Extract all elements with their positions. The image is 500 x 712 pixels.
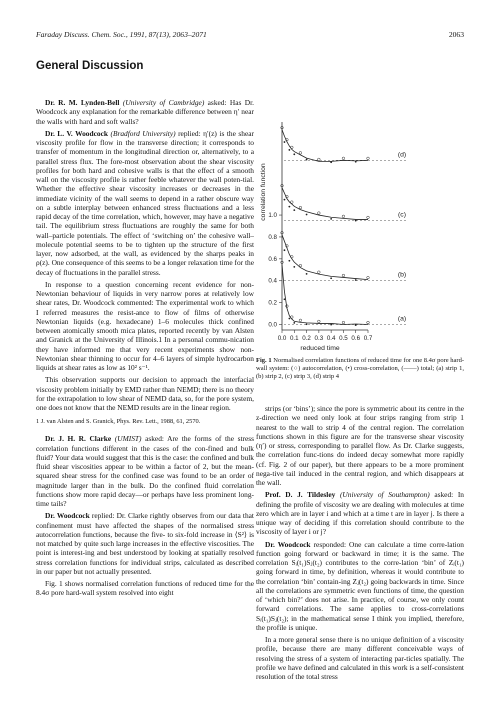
panel-label: (b): [397, 271, 407, 279]
paragraph: [256, 540, 464, 633]
x-tick-label: 0.7: [363, 335, 373, 342]
x-tick-label: 0.1: [289, 335, 299, 342]
autocorrelation-point: [367, 216, 370, 219]
figure-caption: [256, 357, 464, 382]
paragraph: [256, 404, 464, 487]
crosscorrelation-point: [355, 161, 357, 163]
paragraph: [36, 579, 254, 598]
crosscorrelation-point: [288, 318, 290, 320]
section-title: General Discussion: [36, 60, 144, 72]
crosscorrelation-point: [355, 279, 357, 281]
panel-label: (c): [398, 211, 406, 219]
autocorrelation-point: [342, 215, 345, 218]
x-tick-label: 0.4: [326, 335, 336, 342]
speaker-name: Dr. R. M. Lynden-Bell: [45, 98, 120, 107]
crosscorrelation-point: [355, 324, 357, 326]
autocorrelation-point: [291, 316, 294, 319]
crosscorrelation-point: [288, 149, 290, 151]
autocorrelation-point: [342, 157, 345, 160]
paragraph-text: asked: In defining the profile of viscosity we are dealing with molecules at time zero which are in layer i and which at a time t are in layer j. Is there a unique way of deciding if this correlation should contribute to the viscosity of layer i or j?: [256, 490, 464, 537]
crosscorrelation-point: [355, 220, 357, 222]
speaker-name: Dr. J. H. R. Clarke: [45, 434, 112, 444]
crosscorrelation-point: [330, 161, 332, 163]
speaker-affiliation: (University of Southampton): [339, 490, 430, 500]
paragraph-text: asked: Has Dr. Woodcock any explanation for the remarkable difference between η′ near the walls with hard and soft walls?: [36, 98, 254, 126]
autocorrelation-point: [367, 276, 370, 279]
series-line: [282, 235, 368, 280]
paragraph: [36, 375, 254, 412]
paragraph-text: strips (or ‘bins’); since the pore is symmetric about its centre in the z-direction we need only look at four strips ranging from strip 1 nearest to the wall to strip 4 of the central region. The correlation functions shown in this figure are for the transverse shear viscosity (η′) or stress, corresponding to parallel flow. As Dr. Clarke suggests, the correlation func-tions do indeed decay somewhat more rapidly (cf. Fig. 2 of our paper), but there appears to be a more prominent nega-tive tail induced in the central region, and which disappears at the wall.: [256, 404, 464, 487]
paragraph-text: Fig. 1 shows normalised correlation functions of reduced time for the 8.4σ pore hard-wall system resolved into eight: [36, 579, 254, 598]
paragraph: [256, 490, 464, 536]
panel-label: (a): [397, 315, 407, 323]
y-axis-label: correlation function: [260, 163, 267, 221]
paragraph-text: asked: Are the forms of the stress correlation functions different in the cases of the con-fined and bulk fluid? Your data would suggest that this is the case: the confined and bulk fluid shear viscosities appear to be within a factor of 2, but the mean-squared shear stress for the confined case was found to be an order of magnitude larger than in the bulk. Do the confined fluid correlation functions show more rapid decay—or perhaps have less prominent long-time tails?: [36, 434, 254, 508]
crosscorrelation-point: [284, 141, 286, 143]
autocorrelation-point: [299, 319, 302, 322]
reference: [36, 418, 254, 426]
series-line: [282, 264, 368, 324]
crosscorrelation-point: [288, 206, 290, 208]
autocorrelation-point: [299, 152, 302, 155]
speaker-affiliation: (Bradford University): [110, 128, 176, 138]
autocorrelation-point: [367, 321, 370, 324]
left-column: [36, 98, 254, 601]
crosscorrelation-point: [288, 260, 290, 262]
series-line: [282, 188, 368, 220]
crosscorrelation-point: [306, 159, 308, 161]
paragraph: [36, 280, 254, 373]
x-tick-label: 0.3: [314, 335, 324, 342]
crosscorrelation-point: [284, 249, 286, 251]
autocorrelation-point: [318, 271, 321, 274]
paragraph: [36, 511, 254, 576]
autocorrelation-point: [291, 146, 294, 149]
y-tick-label: 0.6: [268, 255, 277, 263]
paragraph: [36, 434, 254, 508]
crosscorrelation-point: [306, 273, 308, 275]
y-tick-label: 0.0: [268, 321, 277, 329]
figure-caption-label: Fig. 1: [256, 357, 272, 364]
figure-1: [256, 112, 466, 354]
crosscorrelation-point: [284, 298, 286, 300]
crosscorrelation-point: [306, 323, 308, 325]
crosscorrelation-point: [293, 153, 295, 155]
autocorrelation-point: [318, 212, 321, 215]
speaker-name: Dr. L. V. Woodcock: [45, 128, 108, 138]
speaker-name: Dr. Woodcock: [45, 511, 90, 521]
series-line: [282, 130, 368, 162]
crosscorrelation-point: [330, 324, 332, 326]
paragraph: [36, 129, 254, 277]
autocorrelation-point: [291, 201, 294, 204]
x-axis-label: reduced time: [300, 345, 340, 352]
journal-citation: Faraday Discuss. Chem. Soc., 1991, 87(13), 2063–2071: [36, 30, 207, 39]
x-tick-label: 0.0: [277, 335, 287, 342]
y-tick-label: 0.4: [268, 277, 277, 285]
crosscorrelation-point: [284, 199, 286, 201]
crosscorrelation-point: [306, 214, 308, 216]
speaker-name: Prof. D. J. Tildesley: [265, 490, 336, 500]
paragraph-text: replied: Dr. Clarke rightly observes from our data that confinement must have affected the shapes of the normalised stress autocorrelation functions, because the five- to six-fold increase in ⟨S²⟩ is not matched by quite such large increases in the effective viscosities. The point is interest-ing and best understood by looking at spatially resolved stress correlation functions for individual strips, calculated as described in our paper but not actually presented.: [36, 511, 254, 576]
x-tick-label: 0.5: [339, 335, 348, 342]
paragraph-text: In response to a question concerning recent evidence for non-Newtonian behaviour of liquids in very narrow pores at relatively low shear rates, Dr. Woodcock commented: The experimental work to which I referred measures the resist-ance to flow of films of otherwise Newtonian liquids (e.g. hexadecane) 1–6 molecules thick confined between atomically smooth mica plates, reported recently by van Alsten and Granick at the University of Illinois.1 In a personal commu-nication they have informed me that very recent experiments show non-Newtonian shear thinning to occur for 4–6 layers of simple hydrocarbon liquids at shear rates as low as 10² s⁻¹.: [36, 279, 254, 372]
crosscorrelation-point: [293, 209, 295, 211]
paragraph-text: responded: One can calculate a time corre-lation function going forward or backward in time; it is the same. The correlation Sᵢ(t₁)Sⱼ(t₂) contributes to the corre-lation ‘bin’ of Zᵢ(t₁) going forward in time, by definition, whereas it would contribute to the correlation ‘bin’ contain-ing Zⱼ(t₂) going backwards in time. Since all the correlations are symmetric even functions of time, the question of ‘which bin?’ does not arise. In practice, of course, we only count forward correlations. The same applies to cross-correlations Sᵢ(t₁)Sⱼ(t₂); in the mathematical sense I think you implied, therefore, the profile is unique.: [256, 539, 464, 632]
autocorrelation-point: [342, 321, 345, 324]
paragraph: [256, 635, 464, 681]
reference-text: 1 J. van Alsten and S. Granick, Phys. Rev. Lett., 1988, 61, 2570.: [36, 418, 201, 426]
crosscorrelation-point: [330, 277, 332, 279]
panel-label: (d): [397, 151, 407, 159]
paragraph-text: replied: η′(z) is the shear viscosity profile for flow in the transverse direction; it corresponds to transfer of momentum in the longitudinal direction or, alternatively, to a parallel stress flux. The fore-most observation about the shear viscosity profiles for both hard and cohesive walls is that the effect of a smooth wall on the viscosity profile is rather feeble whatever the wall poten-tial. Whether the effective shear viscosity increases or decreases in the immediate vicinity of the wall seems to depend in a rather obscure way on a subtle interplay between enhanced stress fluctuations and a less rapid decay of the time correlation, which, however, may have a negative tail. The equilibrium stress fluctuations are roughly the same for both wall–particle potentials. The effect of ‘switching on’ the cohesive wall–molecule potential seems to be to tighten up the structure of the first layer, now adsorbed, at the wall, as evidenced by the sharps peaks in ρ(z). One consequence of this seems to be a longer relaxation time for the decay of fluctuations in the parallel stress.: [36, 128, 254, 277]
speaker-affiliation: (UMIST): [114, 434, 142, 444]
speaker-affiliation: (University of Cambridge): [122, 98, 205, 107]
autocorrelation-point: [318, 158, 321, 161]
y-tick-label: 1.0: [268, 212, 277, 220]
paragraph-text: This observation supports our decision to approach the interfacial viscosity problem initially by EMD rather than NEMD; there is no theory for the extrapolation to low shear of NEMD data, so, for the pore system, one does not know that the NEMD results are in the linear region.: [36, 375, 254, 412]
crosscorrelation-point: [293, 266, 295, 268]
crosscorrelation-point: [293, 322, 295, 324]
y-tick-label: 0.8: [268, 233, 277, 241]
right-column: [256, 404, 464, 684]
x-tick-label: 0.2: [302, 335, 311, 342]
page-number: 2063: [448, 30, 464, 39]
x-tick-label: 0.6: [351, 335, 361, 342]
autocorrelation-point: [342, 274, 345, 277]
figure-caption-text: Normalised correlation functions of reduced time for one 8.4σ pore hard-wall system: (○) autocorrelation, (•) cross-correlation, (——) total; (a) strip 1, (b) strip 2, (c) strip 3, (d) strip 4: [256, 357, 465, 381]
speaker-name: Dr. Woodcock: [265, 539, 311, 549]
paragraph-text: In a more general sense there is no unique definition of a viscosity profile, because there are many different conceivable ways of resolving the stress of a system of interacting par-ticles spatially. The profile we have defined and calculated in this work is a self-consistent resolution of the total stress: [256, 635, 464, 681]
crosscorrelation-point: [330, 218, 332, 220]
autocorrelation-point: [318, 320, 321, 323]
autocorrelation-point: [299, 264, 302, 267]
paragraph: [36, 98, 254, 126]
autocorrelation-point: [367, 157, 370, 160]
y-tick-label: 0.2: [268, 299, 277, 307]
autocorrelation-point: [299, 206, 302, 209]
